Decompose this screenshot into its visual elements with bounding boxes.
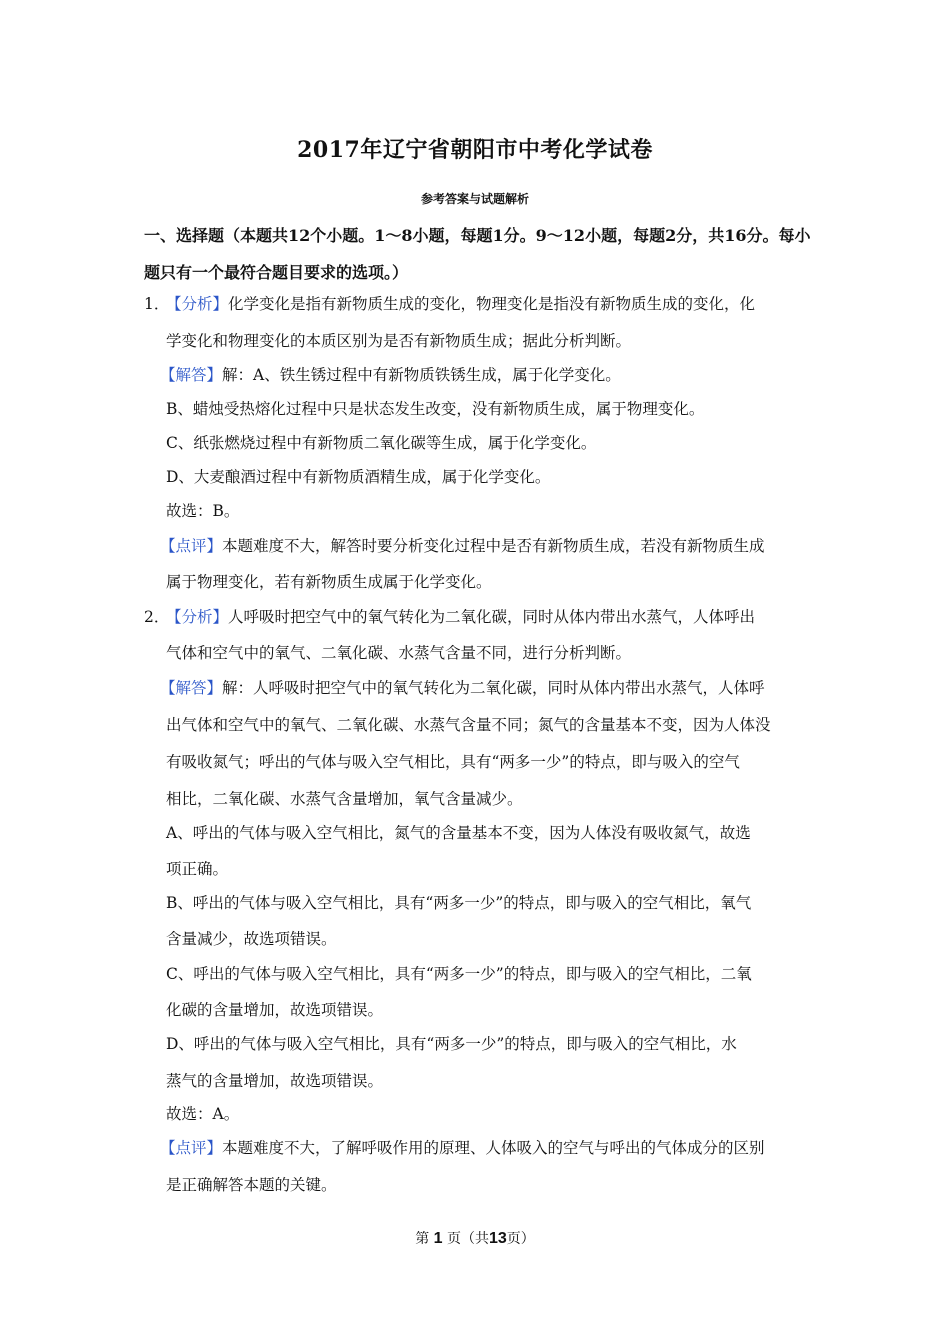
q1-option-d: D、大麦酿酒过程中有新物质酒精生成，属于化学变化。 — [166, 468, 551, 486]
q2-answer-line-4: 相比，二氧化碳、水蒸气含量增加，氧气含量减少。 — [166, 790, 523, 808]
footer-page-number: 1 — [433, 1230, 443, 1247]
section-heading: 一、选择题（本题共12个小题。1～8小题，每题1分。9～12小题，每题2分，共16分。每小题只有一个最符合题目要求的选项。） — [144, 226, 811, 282]
q1-answer-tag: 【解答】 — [160, 366, 223, 384]
q2-analysis-line — [166, 605, 755, 627]
q2-comment-line-2: 是正确解答本题的关键。 — [166, 1176, 337, 1194]
q2-choice: 故选：A。 — [166, 1105, 240, 1123]
q1-answer-line — [160, 363, 621, 385]
footer-mid: 页（共 — [447, 1231, 489, 1247]
page-footer — [0, 1228, 950, 1248]
q2-analysis-line-2: 气体和空气中的氧气、二氧化碳、水蒸气含量不同，进行分析判断。 — [166, 644, 632, 662]
footer-prefix: 第 — [415, 1231, 430, 1247]
q2-answer-line-3: 有吸收氮气；呼出的气体与吸入空气相比，具有“两多一少”的特点，即与吸入的空气 — [166, 753, 740, 771]
q2-answer-line-2: 出气体和空气中的氧气、二氧化碳、水蒸气含量不同；氮气的含量基本不变，因为人体没 — [166, 716, 771, 734]
question-2-number: 2． — [144, 608, 170, 626]
q1-analysis-line-2: 学变化和物理变化的本质区别为是否有新物质生成；据此分析判断。 — [166, 332, 632, 350]
q1-comment-text: 本题难度不大，解答时要分析变化过程中是否有新物质生成，若没有新物质生成 — [222, 537, 765, 555]
footer-suffix: 页） — [506, 1231, 535, 1247]
q1-option-b: B、蜡烛受热熔化过程中只是状态发生改变，没有新物质生成，属于物理变化。 — [166, 400, 705, 418]
q2-answer-text: 解：人呼吸时把空气中的氧气转化为二氧化碳，同时从体内带出水蒸气，人体呼 — [222, 679, 765, 697]
q2-option-c: C、呼出的气体与吸入空气相比，具有“两多一少”的特点，即与吸入的空气相比，二氧 — [166, 965, 752, 983]
q2-answer-tag: 【解答】 — [160, 679, 223, 697]
page-subtitle: 参考答案与试题解析 — [420, 192, 529, 206]
q1-analysis-line — [166, 292, 755, 314]
q1-answer-text: 解：A、铁生锈过程中有新物质铁锈生成，属于化学变化。 — [222, 366, 621, 384]
q2-comment-line — [160, 1136, 765, 1158]
page-title: 2017年辽宁省朝阳市中考化学试卷 — [297, 137, 653, 163]
q2-option-a-2: 项正确。 — [166, 860, 229, 878]
q2-option-a: A、呼出的气体与吸入空气相比，氮气的含量基本不变，因为人体没有吸收氮气，故选 — [166, 824, 751, 842]
q2-analysis-tag: 【分析】 — [166, 608, 229, 626]
q2-answer-line — [160, 676, 765, 698]
q1-option-c: C、纸张燃烧过程中有新物质二氧化碳等生成，属于化学变化。 — [166, 434, 597, 452]
q2-option-d: D、呼出的气体与吸入空气相比，具有“两多一少”的特点，即与吸入的空气相比，水 — [166, 1035, 737, 1053]
q1-comment-line-2: 属于物理变化，若有新物质生成属于化学变化。 — [166, 573, 492, 591]
q1-analysis-tag: 【分析】 — [166, 295, 229, 313]
question-1-number: 1． — [144, 295, 170, 313]
q1-comment-tag: 【点评】 — [160, 537, 223, 555]
q2-option-d-2: 蒸气的含量增加，故选项错误。 — [166, 1072, 384, 1090]
footer-total-pages: 13 — [489, 1230, 507, 1247]
q2-option-b-2: 含量减少，故选项错误。 — [166, 930, 337, 948]
q1-analysis-text: 化学变化是指有新物质生成的变化，物理变化是指没有新物质生成的变化，化 — [228, 295, 756, 313]
q1-comment-line — [160, 534, 765, 556]
q1-choice: 故选：B。 — [166, 502, 240, 520]
q2-option-b: B、呼出的气体与吸入空气相比，具有“两多一少”的特点，即与吸入的空气相比，氧气 — [166, 894, 752, 912]
q2-comment-text: 本题难度不大，了解呼吸作用的原理、人体吸入的空气与呼出的气体成分的区别 — [222, 1139, 765, 1157]
q2-comment-tag: 【点评】 — [160, 1139, 223, 1157]
q2-analysis-text: 人呼吸时把空气中的氧气转化为二氧化碳，同时从体内带出水蒸气，人体呼出 — [228, 608, 756, 626]
q2-option-c-2: 化碳的含量增加，故选项错误。 — [166, 1001, 384, 1019]
